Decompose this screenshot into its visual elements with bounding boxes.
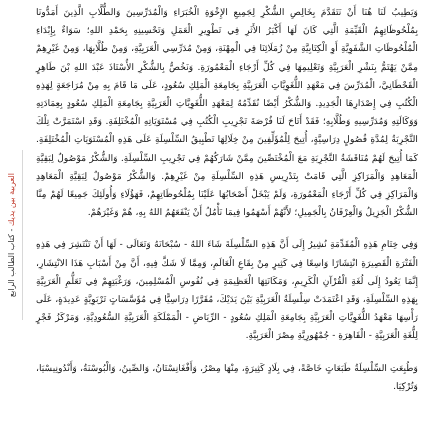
book-title: كتاب الطالب الرابع xyxy=(6,234,16,298)
paragraph-acknowledgements: وَيَطِيبُ لَنَا هُنَا أَنْ نَتَقَدَّمَ بِخَالِصِ الشُّكْرِ لِجَمِيعِ الإِخْوَةِ الْخُبَرَاءِ وَالْمُدَرِّسِينَ وَالطُّلَّابِ الَّذِينَ أَمَدُّونَا بِمُلْحُوظَاتِهِمُ الْقَيِّمَةِ الَّتِي كَانَ لَهَا أَكْبَرُ الأَثَرِ فِي تَطْوِيرِ الْعَمَلِ وَتَحْسِينِهِ بِحَمْدِ اللهِ؛ سَوَاءٌ بِإِبْدَاءِ الْمُلْحُوظَاتِ الشَّفَوِيَّةِ أَوِ الْكِتَابِيَّةِ مِنْ زُمَلَائِنَا فِي الْمِهْنَةِ، وَمِنْ مُدَرِّسِي الْعَرَبِيَّةِ، وَمِنْ طُلَّابِهَا، وَمِنْ غَيْرِهِمْ مِمَّنْ يَهْتَمُّ بِنَشْرِ الْعَرَبِيَّةِ وَتَعْلِيمِهَا فِي كُلِّ أَرْجَاءِ الْمَعْمُورَةِ. وَنَخُصُّ بِالشُّكْرِ الأُسْتَاذَ عَبْدَ اللهِ بْنَ طَاهِرٍ الْقَحْطَانِيَّ، الْمُدَرِّسَ فِي مَعْهَدِ اللُّغَوِيَّاتِ الْعَرَبِيَّةِ بِجَامِعَةِ الْمَلِكِ سُعُودٍ، عَلَى مَا قَامَ بِهِ مِنْ مُرَاجَعَةٍ لِهَذِهِ الْكُتُبِ فِي إِصْدَارِهَا الْجَدِيدِ. وَالشُّكْرُ أَيْضًا نُقَدِّمُهُ لِمَعْهَدِ اللُّغَوِيَّاتِ الْعَرَبِيَّةِ بِجَامِعَةِ الْمَلِكِ سُعُودٍ بِعِمَادَتِهِ وَوَكَالَتِهِ وَمُدَرِّسِيهِ وَطُلَّابِهِ؛ فَقَدْ أَتَاحَ لَنَا فُرْصَةَ تَجْرِيبِ الْكُتُبِ فِي مُسْتَوَيَاتِهِ الْمُخْتَلِفَةِ. وَقَدِ اسْتَمَرَّتْ تِلْكَ التَّجْرِبَةُ لِمُدَّةِ فُصُولٍ دِرَاسِيَّةٍ، أُتِيحَ لِلْمُؤَلِّفِينَ مِنْ خِلَالِهَا تَطْبِيقُ السِّلْسِلَةِ عَلَى هَذِهِ الْمُسْتَوَيَاتِ الْمُخْتَلِفَةِ. كَمَا أُتِيحَ لَهُمْ مُنَاقَشَةُ التَّجْرِبَةِ مَعَ الْمُخْتَصِّينَ مِمَّنْ شَارَكُهُمْ فِي تَجْرِيبِ السِّلْسِلَةِ. وَالشُّكْرُ مَوْصُولٌ لِبَقِيَّةِ الْمَعَاهِدِ وَالْمَرَاكِزِ الَّتِي قَامَتْ بِتَدْرِيسِ هَذِهِ السِّلْسِلَةِ مِنْ غَيْرِهِمْ. وَالشُّكْرُ مَوْصُولٌ لِبَقِيَّةِ الْمَعَاهِدِ وَالْمَرَاكِزِ فِي كُلِّ أَرْجَاءِ الْمَعْمُورَةِ، وَلَمْ يَبْخَلْ أَصْحَابُهَا عَلَيْنَا بِمُلْحُوظَاتِهِمْ، فَهَؤُلَاءِ وَأُولَئِكَ جَمِيعًا لَهُمْ مِنَّا الشُّكْرُ الْجَزِيلُ وَالْعِرْفَانُ بِالْجَمِيلِ؛ لأَنَّهُمْ أَسْهَمُوا فِيمَا نَأْمُلُ أَنْ يَنْفَعَهُمُ اللهُ بِهِ، هُمْ وَغَيْرَهُمْ. xyxy=(36,7,418,219)
side-tab xyxy=(0,150,23,320)
page-body xyxy=(36,4,418,426)
side-tab-separator: - xyxy=(6,228,16,235)
side-tab-label xyxy=(7,173,16,297)
paragraph-editions: وَطُبِعَتِ السِّلْسِلَةُ طَبَعَاتٍ خَاصَّةً، فِي بِلَادٍ كَثِيرَةٍ، مِنْهَا مِصْرُ، وَأَفْغَانِسْتَانُ، وَالصِّينُ، وَالْبُوسْنَةُ، وَأَنْدُونِيسْيَا، وَتُرْكِيَا. xyxy=(36,362,418,392)
paragraph-conclusion: وَفِي خِتَامِ هَذِهِ الْمُقَدِّمَةِ نُشِيرُ إِلَى أَنَّ هَذِهِ السِّلْسِلَةَ شَاءَ اللهُ - سُبْحَانَهُ وَتَعَالَى - لَهَا أَنْ تَنْتَشِرَ فِي هَذِهِ الْفَتْرَةِ الْقَصِيرَةِ انْتِشَارًا وَاسِعًا فِي كَثِيرٍ مِنْ بِقَاعِ الْعَالَمِ، وَمِمَّا لَا شَكَّ فِيهِ، أَنَّ مِنْ أَسْبَابِ هَذَا الانْتِشَارِ، إِنَّمَا يَعُودُ إِلَى لُغَةِ الْقُرْآنِ الْكَرِيمِ، وَمَكَانَتِهَا الْعَظِيمَةِ فِي نُفُوسِ الْمُسْلِمِينَ، وَرَغْبَتِهِمْ فِي تَعَلُّمِ الْعَرَبِيَّةِ بِهَذِهِ السِّلْسِلَةِ، وَقَدِ اعْتَمَدَتْ سِلْسِلَةُ الْعَرَبِيَّةِ بَيْنَ يَدَيْكَ، مُقَرَّرًا دِرَاسِيًّا فِي مُؤَسَّسَاتٍ تَرْبَوِيَّةٍ عَدِيدَةٍ، عَلَى رَأْسِهَا مَعْهَدُ اللُّغَوِيَّاتِ الْعَرَبِيَّةِ بِجَامِعَةِ الْمَلِكِ سُعُودٍ - الرِّيَاضِ - الْمَمْلَكَةِ الْعَرَبِيَّةِ السُّعُودِيَّةِ، وَمَرْكَزُ فَجْرٍ لِلُّغَةِ الْعَرَبِيَّةِ - الْقَاهِرَةِ - جُمْهُورِيَّةِ مِصْرَ الْعَرَبِيَّةِ. xyxy=(36,239,418,342)
series-title: العربية بين يديك xyxy=(6,172,16,227)
